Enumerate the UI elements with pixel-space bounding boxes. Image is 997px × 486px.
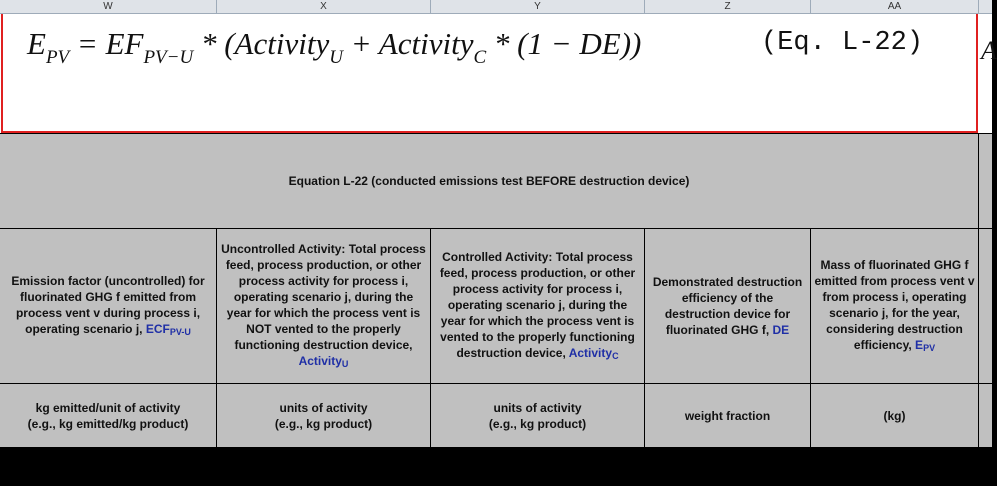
units-controlled-activity[interactable]: units of activity (e.g., kg product) [431, 384, 645, 447]
section-title-next[interactable] [979, 133, 992, 229]
next-equation-fragment: A [979, 14, 992, 133]
var-epv: $E_{PV}$ [915, 337, 936, 353]
column-header-w[interactable]: W [0, 0, 217, 14]
equation-image[interactable] [1, 14, 978, 133]
column-header-next[interactable] [979, 0, 992, 14]
column-header-y[interactable]: Y [431, 0, 645, 14]
column-header-x[interactable]: X [217, 0, 431, 14]
var-activity-u: Activity$_U$ [298, 353, 349, 369]
var-ecf: $ECF_{PV-U}$ [145, 321, 191, 337]
var-activity-c: Activity$_C$ [568, 345, 619, 361]
data-table [0, 133, 992, 447]
header-uncontrolled-activity[interactable]: Uncontrolled Activity: Total process feed, process production, or other process activity for process i, operating scenario j, during the year for which the process vent is NOT vented to the properly functioning destruction device, Activity$_U$ [217, 229, 431, 384]
column-header-aa[interactable]: AA [811, 0, 979, 14]
header-emission-factor[interactable]: Emission factor (uncontrolled) for fluorinated GHG f emitted from process vent v during process i, operating scenario j, $ECF_{PV-U}$ [0, 229, 217, 384]
units-emission-factor[interactable]: kg emitted/unit of activity (e.g., kg emitted/kg product) [0, 384, 217, 447]
var-de: DE [772, 323, 790, 337]
units-next-column[interactable] [979, 384, 992, 447]
units-destruction-efficiency[interactable]: weight fraction [645, 384, 811, 447]
equation-label: (Eq. L-22) [761, 28, 924, 58]
units-uncontrolled-activity[interactable]: units of activity (e.g., kg product) [217, 384, 431, 447]
header-controlled-activity[interactable]: Controlled Activity: Total process feed, process production, or other process activity for process i, operating scenario j, during the year for which the process vent is vented to the properly functioning destruction device, Activity$_C$ [431, 229, 645, 384]
units-mass-emitted[interactable]: (kg) [811, 384, 979, 447]
column-header-z[interactable]: Z [645, 0, 811, 14]
section-title[interactable]: Equation L-22 (conducted emissions test BEFORE destruction device) [0, 133, 979, 229]
header-destruction-efficiency[interactable]: Demonstrated destruction efficiency of the destruction device for fluorinated GHG f, DE [645, 229, 811, 384]
equation-formula: $E_{PV} = EF_{PV-U}$ * (Activity$_U$ + Activity$_C$ * (1 − DE)) [27, 26, 642, 68]
header-next-column[interactable] [979, 229, 992, 384]
header-mass-emitted[interactable]: Mass of fluorinated GHG f emitted from process vent v from process i, operating scenario j, for the year, considering destruction efficiency, $E_{PV}$ [811, 229, 979, 384]
